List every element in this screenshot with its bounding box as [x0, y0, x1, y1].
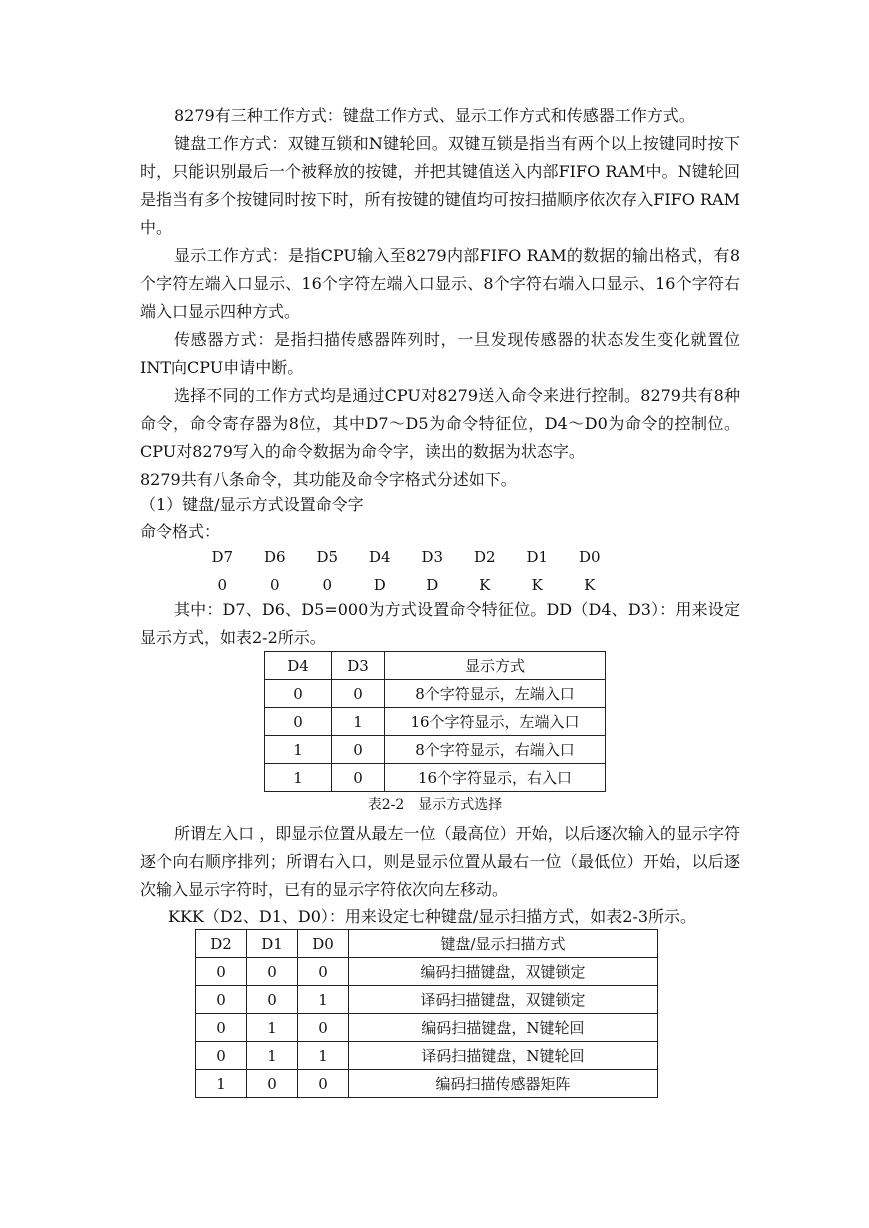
table-scan-mode	[195, 929, 658, 1098]
bit-value: 0	[217, 576, 228, 594]
table-cell: 1	[247, 1042, 298, 1070]
table-cell: 16个字符显示，右入口	[385, 764, 606, 792]
command-format-bits	[196, 543, 616, 599]
table-cell: 0	[265, 680, 332, 708]
table-row	[265, 736, 606, 764]
table-header-cell: D2	[196, 930, 247, 958]
table-cell: 0	[332, 680, 385, 708]
bit-names-row	[196, 543, 616, 571]
table-header-cell: D4	[265, 652, 332, 680]
bit-name: D2	[473, 548, 496, 566]
table-cell: 0	[247, 986, 298, 1014]
table-cell: 1	[247, 1014, 298, 1042]
paragraph-command-intro: 选择不同的工作方式均是通过CPU对8279送入命令来进行控制。8279共有8种命令，命令寄存器为8位，其中D7～D5为命令特征位，D4～D0为命令的控制位。CPU对8279写入的命令数据为命令字，读出的数据为状态字。	[140, 386, 740, 461]
table-header-cell: D1	[247, 930, 298, 958]
table-cell: 16个字符显示，左端入口	[385, 708, 606, 736]
bit-value: 0	[322, 576, 333, 594]
bit-value: D	[373, 576, 386, 594]
table-header-cell: 显示方式	[385, 652, 606, 680]
table-cell: 1	[332, 708, 385, 736]
table-cell: 0	[196, 1014, 247, 1042]
table-cell: 0	[298, 1014, 349, 1042]
table-cell: 8个字符显示，左端入口	[385, 680, 606, 708]
paragraph-sensor-mode: 传感器方式：是指扫描传感器阵列时，一旦发现传感器的状态发生变化就置位INT向CPU申请中断。	[140, 330, 740, 377]
paragraph-scan-mode: KKK（D2、D1、D0）：用来设定七种键盘/显示扫描方式，如表2-3所示。	[168, 907, 697, 926]
table-cell: 1	[265, 764, 332, 792]
table-row	[265, 764, 606, 792]
bit-name: D6	[263, 548, 286, 566]
table-cell: 0	[332, 736, 385, 764]
table-cell: 1	[298, 1042, 349, 1070]
table-cell: 0	[265, 708, 332, 736]
bit-values-row	[196, 571, 616, 599]
table-cell: 0	[332, 764, 385, 792]
table-row	[196, 958, 658, 986]
paragraph-intro: 8279有三种工作方式：键盘工作方式、显示工作方式和传感器工作方式。	[174, 106, 695, 125]
table-cell: 0	[196, 986, 247, 1014]
bit-value: K	[584, 576, 596, 594]
table-cell: 0	[247, 1070, 298, 1098]
table-caption: 表2-2 显示方式选择	[367, 797, 503, 813]
table-cell: 译码扫描键盘，双键锁定	[349, 986, 658, 1014]
paragraph-eight-commands: 8279共有八条命令，其功能及命令字格式分述如下。	[140, 470, 517, 489]
bit-name: D5	[316, 548, 339, 566]
bit-value: K	[479, 576, 491, 594]
table-row	[196, 1070, 658, 1098]
table-row	[196, 1014, 658, 1042]
table-cell: 8个字符显示，右端入口	[385, 736, 606, 764]
table-cell: 1	[298, 986, 349, 1014]
table-cell: 0	[298, 958, 349, 986]
command-format-label: 命令格式：	[140, 522, 221, 541]
table-cell: 0	[196, 1042, 247, 1070]
table-cell: 1	[196, 1070, 247, 1098]
table-header-row	[196, 930, 658, 958]
table-row	[265, 708, 606, 736]
table-row	[265, 680, 606, 708]
table-header-row	[265, 652, 606, 680]
table-header-cell: 键盘/显示扫描方式	[349, 930, 658, 958]
paragraph-display-mode: 显示工作方式：是指CPU输入至8279内部FIFO RAM的数据的输出格式，有8个字符左端入口显示、16个字符左端入口显示、8个字符右端入口显示、16个字符右端入口显示四种方式。	[140, 246, 740, 321]
paragraph-mode-bits: 其中：D7、D6、D5=000为方式设置命令特征位。DD（D4、D3）：用来设定显示方式，如表2-2所示。	[140, 600, 740, 647]
table-cell: 0	[196, 958, 247, 986]
table-row	[196, 1042, 658, 1070]
table-header-cell: D3	[332, 652, 385, 680]
table-cell: 0	[247, 958, 298, 986]
bit-name: D3	[421, 548, 444, 566]
table-cell: 0	[298, 1070, 349, 1098]
bit-value: K	[531, 576, 543, 594]
bit-value: D	[426, 576, 439, 594]
table-row	[196, 986, 658, 1014]
paragraph-entry-explanation: 所谓左入口 ，即显示位置从最左一位（最高位）开始，以后逐次输入的显示字符逐个向右顺序排列；所谓右入口，则是显示位置从最右一位（最低位）开始，以后逐次输入显示字符时，已有的显示字符依次向左移动。	[140, 824, 740, 899]
paragraph-keyboard-mode: 键盘工作方式：双键互锁和N键轮回。双键互锁是指当有两个以上按键同时按下时，只能识别最后一个被释放的按键，并把其键值送入内部FIFO RAM中。N键轮回是指当有多个按键同时按下时，所有按键的键值均可按扫描顺序依次存入FIFO RAM中。	[140, 134, 740, 237]
bit-name: D1	[526, 548, 549, 566]
table-cell: 编码扫描键盘，N键轮回	[349, 1014, 658, 1042]
table-display-mode	[264, 651, 606, 792]
bit-name: D7	[211, 548, 234, 566]
bit-name: D0	[578, 548, 601, 566]
table-header-cell: D0	[298, 930, 349, 958]
table-cell: 编码扫描传感器矩阵	[349, 1070, 658, 1098]
bit-name: D4	[368, 548, 391, 566]
table-cell: 1	[265, 736, 332, 764]
section-heading-1: （1）键盘/显示方式设置命令字	[140, 495, 364, 514]
table-cell: 编码扫描键盘，双键锁定	[349, 958, 658, 986]
bit-value: 0	[269, 576, 280, 594]
table-cell: 译码扫描键盘，N键轮回	[349, 1042, 658, 1070]
